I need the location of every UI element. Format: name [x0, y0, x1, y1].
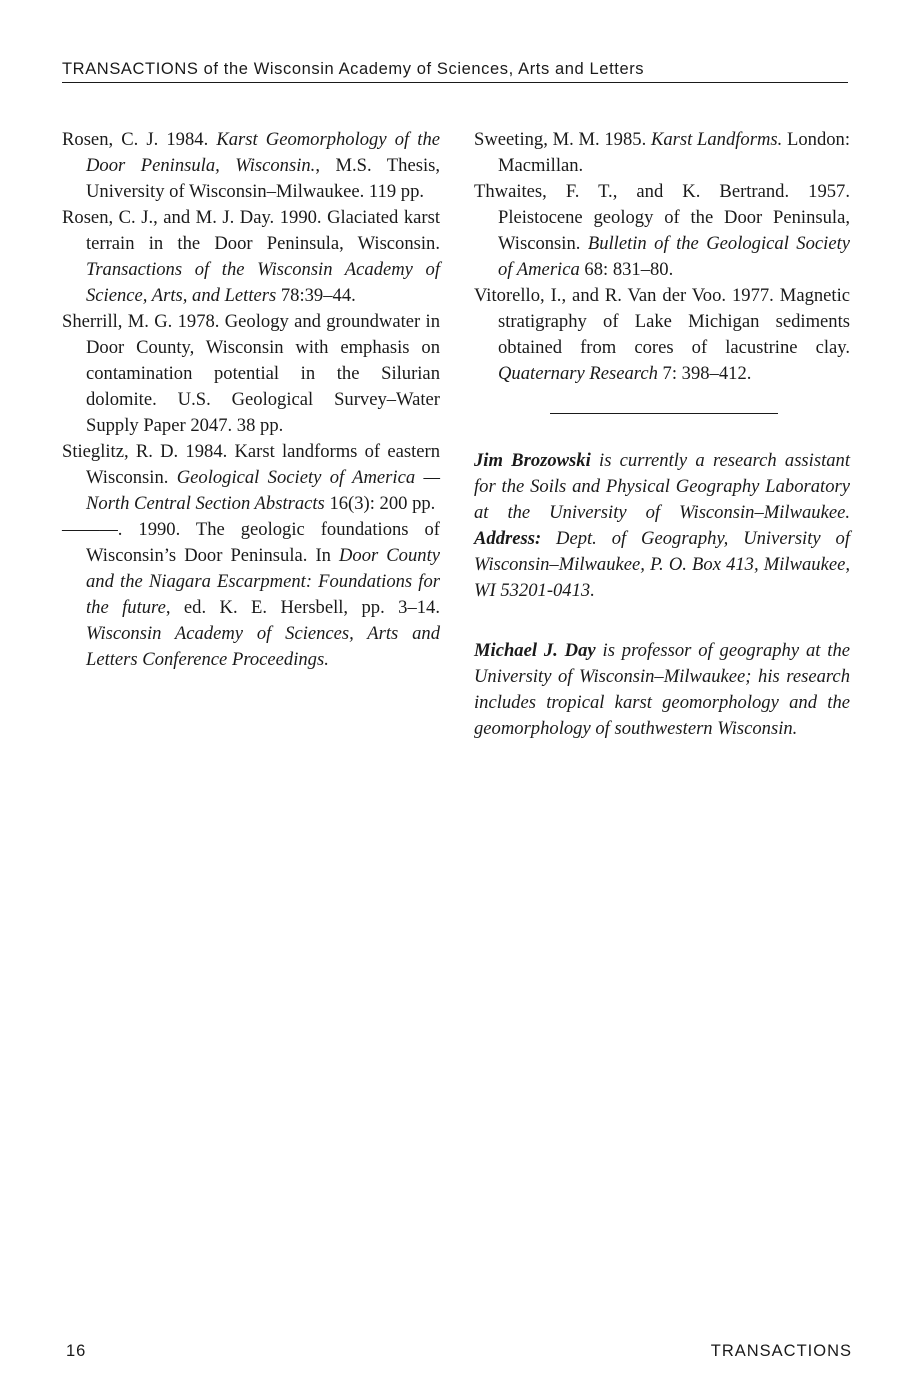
header-rule [62, 82, 848, 83]
author-bio-day: Michael J. Day is professor of geography at the University of Wisconsin–Milwaukee; his research includes tropical karst geomorphology and the geomorphology of southwestern Wisconsin. [474, 640, 850, 739]
footer-journal-name: TRANSACTIONS [710, 1342, 852, 1360]
reference-sherrill-1978: Sherrill, M. G. 1978. Geology and groundwater in Door County, Wisconsin with emphasis on contamination potential in the Silurian dolomite. U.S. Geological Survey–Water Supply Paper 2047. 38 pp. [62, 311, 440, 436]
right-column [474, 127, 850, 742]
left-column [62, 127, 440, 673]
reference-vitorello-1977: Vitorello, I., and R. Van der Voo. 1977. Magnetic stratigraphy of Lake Michigan sediments obtained from cores of lacustrine clay. Quaternary Research 7: 398–412. [474, 285, 850, 384]
section-separator-rule [550, 413, 778, 414]
page-number: 16 [66, 1342, 87, 1360]
reference-stieglitz-1984: Stieglitz, R. D. 1984. Karst landforms of eastern Wisconsin. Geological Society of America — North Central Section Abstracts 16(3): 200 pp. [62, 441, 440, 514]
reference-stieglitz-1990: ———. 1990. The geologic foundations of Wisconsin’s Door Peninsula. In Door County and the Niagara Escarpment: Foundations for the future, ed. K. E. Hersbell, pp. 3–14. Wisconsin Academy of Sciences, Arts and Letters Conference Proceedings. [62, 519, 440, 670]
reference-thwaites-1957: Thwaites, F. T., and K. Bertrand. 1957. Pleistocene geology of the Door Peninsula, Wisconsin. Bulletin of the Geological Society of America 68: 831–80. [474, 181, 850, 280]
reference-sweeting-1985: Sweeting, M. M. 1985. Karst Landforms. London: Macmillan. [474, 129, 850, 176]
author-bio-brozowski: Jim Brozowski is currently a research assistant for the Soils and Physical Geography Laboratory at the University of Wisconsin–Milwaukee. Address: Dept. of Geography, University of Wisconsin–Milwaukee, P. O. Box 413, Milwaukee, WI 53201-0413. [474, 450, 850, 601]
running-head: TRANSACTIONS of the Wisconsin Academy of Sciences, Arts and Letters [62, 60, 645, 78]
reference-rosen-day-1990: Rosen, C. J., and M. J. Day. 1990. Glaciated karst terrain in the Door Peninsula, Wisconsin. Transactions of the Wisconsin Academy of Science, Arts, and Letters 78:39–44. [62, 207, 440, 306]
reference-rosen-1984: Rosen, C. J. 1984. Karst Geomorphology of the Door Peninsula, Wisconsin., M.S. Thesis, University of Wisconsin–Milwaukee. 119 pp. [62, 129, 440, 202]
